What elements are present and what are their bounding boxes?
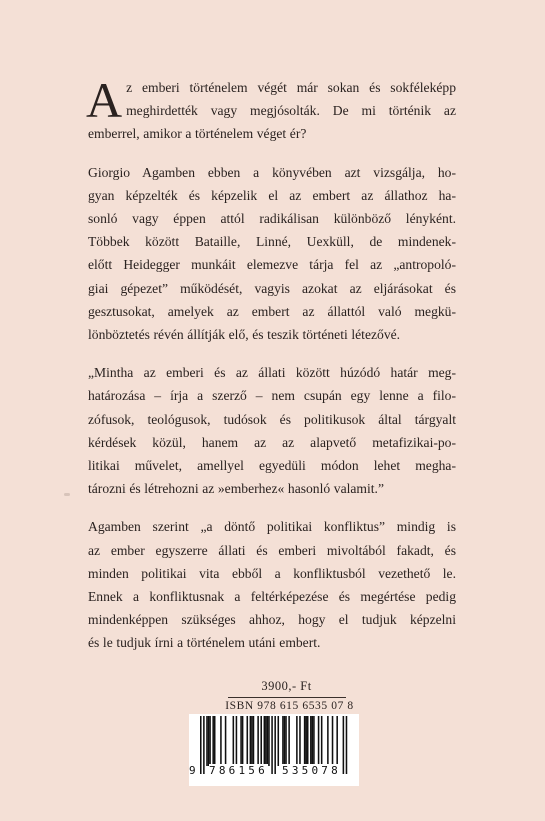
barcode-bar bbox=[209, 716, 211, 766]
text-line: giai gépezet” működését, vagyis azokat az eljárásokat és bbox=[88, 280, 456, 296]
text-line: gesztusokat, amelyek az embert az állattól való megkü- bbox=[88, 303, 456, 319]
text-line: kérdések közül, hanem az az alapvető metafizikai-po- bbox=[88, 434, 456, 450]
barcode-bar bbox=[268, 716, 270, 766]
barcode-bar bbox=[264, 716, 266, 766]
text-line: meghirdették vagy megjósolták. De mi történik az bbox=[126, 103, 456, 119]
paragraph-3-quote bbox=[88, 361, 456, 500]
barcode-bar bbox=[233, 716, 235, 766]
text-line: Giorgio Agamben ebben a könyvében azt vizsgálja, ho- bbox=[88, 164, 456, 180]
text-line: mindenképpen szükséges ahhoz, hogy el tudjuk képzelni bbox=[88, 612, 456, 628]
barcode-bar bbox=[257, 716, 259, 766]
barcode-bar bbox=[299, 716, 301, 766]
barcode-bar bbox=[250, 716, 252, 766]
barcode-digits-right: 535078 bbox=[282, 764, 341, 777]
text-line: előtt Heidegger munkáit elemezve tárja fel az „antropoló- bbox=[88, 257, 456, 273]
barcode-bar bbox=[225, 716, 227, 766]
barcode-bar bbox=[247, 716, 249, 766]
barcode-bar bbox=[327, 716, 329, 766]
barcode-bar bbox=[206, 716, 208, 766]
text-line: gyan képzelték és képzelik el az embert az állathoz ha- bbox=[88, 187, 456, 203]
barcode-bar bbox=[284, 716, 286, 766]
barcode-bar bbox=[285, 716, 287, 766]
isbn-label: ISBN 978 615 6535 07 8 bbox=[225, 700, 354, 712]
barcode-bar bbox=[214, 716, 216, 766]
paper-fleck bbox=[64, 493, 70, 496]
barcode-bar bbox=[208, 716, 210, 766]
text-line: Agamben szerint „a döntő politikai konfliktus” mindig is bbox=[88, 519, 456, 535]
barcode-bar bbox=[282, 716, 284, 766]
barcode-bar bbox=[267, 716, 269, 766]
drop-cap-letter: A bbox=[86, 72, 123, 128]
price-label: 3900,- Ft bbox=[261, 679, 312, 693]
barcode-bar bbox=[278, 716, 280, 766]
barcode-bar bbox=[240, 716, 242, 766]
barcode-bar bbox=[236, 716, 238, 766]
barcode-digit-first: 9 bbox=[189, 764, 196, 777]
barcode-bar bbox=[260, 716, 262, 766]
barcode-bar bbox=[336, 716, 338, 766]
barcode-digits-left: 786156 bbox=[209, 764, 268, 777]
text-line: tározni és létrehozni az »emberhez« hasonló valamit.” bbox=[88, 481, 384, 497]
barcode-bar bbox=[321, 716, 323, 766]
barcode-bar bbox=[310, 716, 312, 766]
text-line: az ember egyszerre állati és emberi mivoltából fakadt, és bbox=[88, 542, 456, 558]
text-line: zófusok, teológusok, tudósok és politikusok által tárgyalt bbox=[88, 411, 456, 427]
text-line: határozása – írja a szerző – nem csupán egy lenne a filo- bbox=[88, 388, 456, 404]
text-line: sonló vagy éppen attól radikálisan különböző lényként. bbox=[88, 211, 456, 227]
barcode-bar bbox=[312, 716, 314, 766]
barcode-bar bbox=[305, 716, 307, 766]
barcode-bar bbox=[313, 716, 315, 766]
text-line: Ennek a konfliktusnak a feltérképezése és megértése pedig bbox=[88, 589, 456, 605]
barcode-bar bbox=[265, 716, 267, 766]
barcode-bar bbox=[251, 716, 253, 766]
text-line: Többek között Bataille, Linné, Uexküll, de mindenek- bbox=[88, 234, 456, 250]
price-divider bbox=[228, 697, 346, 698]
barcode-bar bbox=[288, 716, 290, 766]
barcode-bar bbox=[253, 716, 255, 766]
barcode-digits bbox=[189, 764, 359, 780]
barcode-bar bbox=[307, 716, 309, 766]
barcode-bar bbox=[318, 716, 320, 766]
text-line: és le tudjuk írni a történelem utáni embert. bbox=[88, 635, 321, 651]
blurb-text bbox=[86, 72, 456, 670]
text-line: emberrel, amikor a történelem véget ér? bbox=[88, 126, 307, 142]
barcode-bar bbox=[220, 716, 222, 766]
paragraph-2 bbox=[88, 161, 456, 347]
text-line: lönböztetés révén állítják elő, és teszik történeti létezővé. bbox=[88, 327, 401, 343]
paragraph-4 bbox=[88, 515, 456, 654]
text-line: z emberi történelem végét már sokan és sokféleképp bbox=[126, 80, 456, 95]
barcode-bar bbox=[304, 716, 306, 766]
text-line: litikai művelet, amellyel egyedüli módon lehet megha- bbox=[88, 458, 456, 474]
barcode-bar bbox=[296, 716, 298, 766]
barcode-bar bbox=[332, 716, 334, 766]
barcode-bar bbox=[212, 716, 214, 766]
text-line: „Mintha az emberi és az állati között húzódó határ meg- bbox=[88, 365, 456, 381]
barcode-bar bbox=[242, 716, 244, 766]
paragraph-1 bbox=[86, 72, 456, 146]
text-line: minden politikai vita ebből a konfliktusból vezethető le. bbox=[88, 565, 456, 581]
